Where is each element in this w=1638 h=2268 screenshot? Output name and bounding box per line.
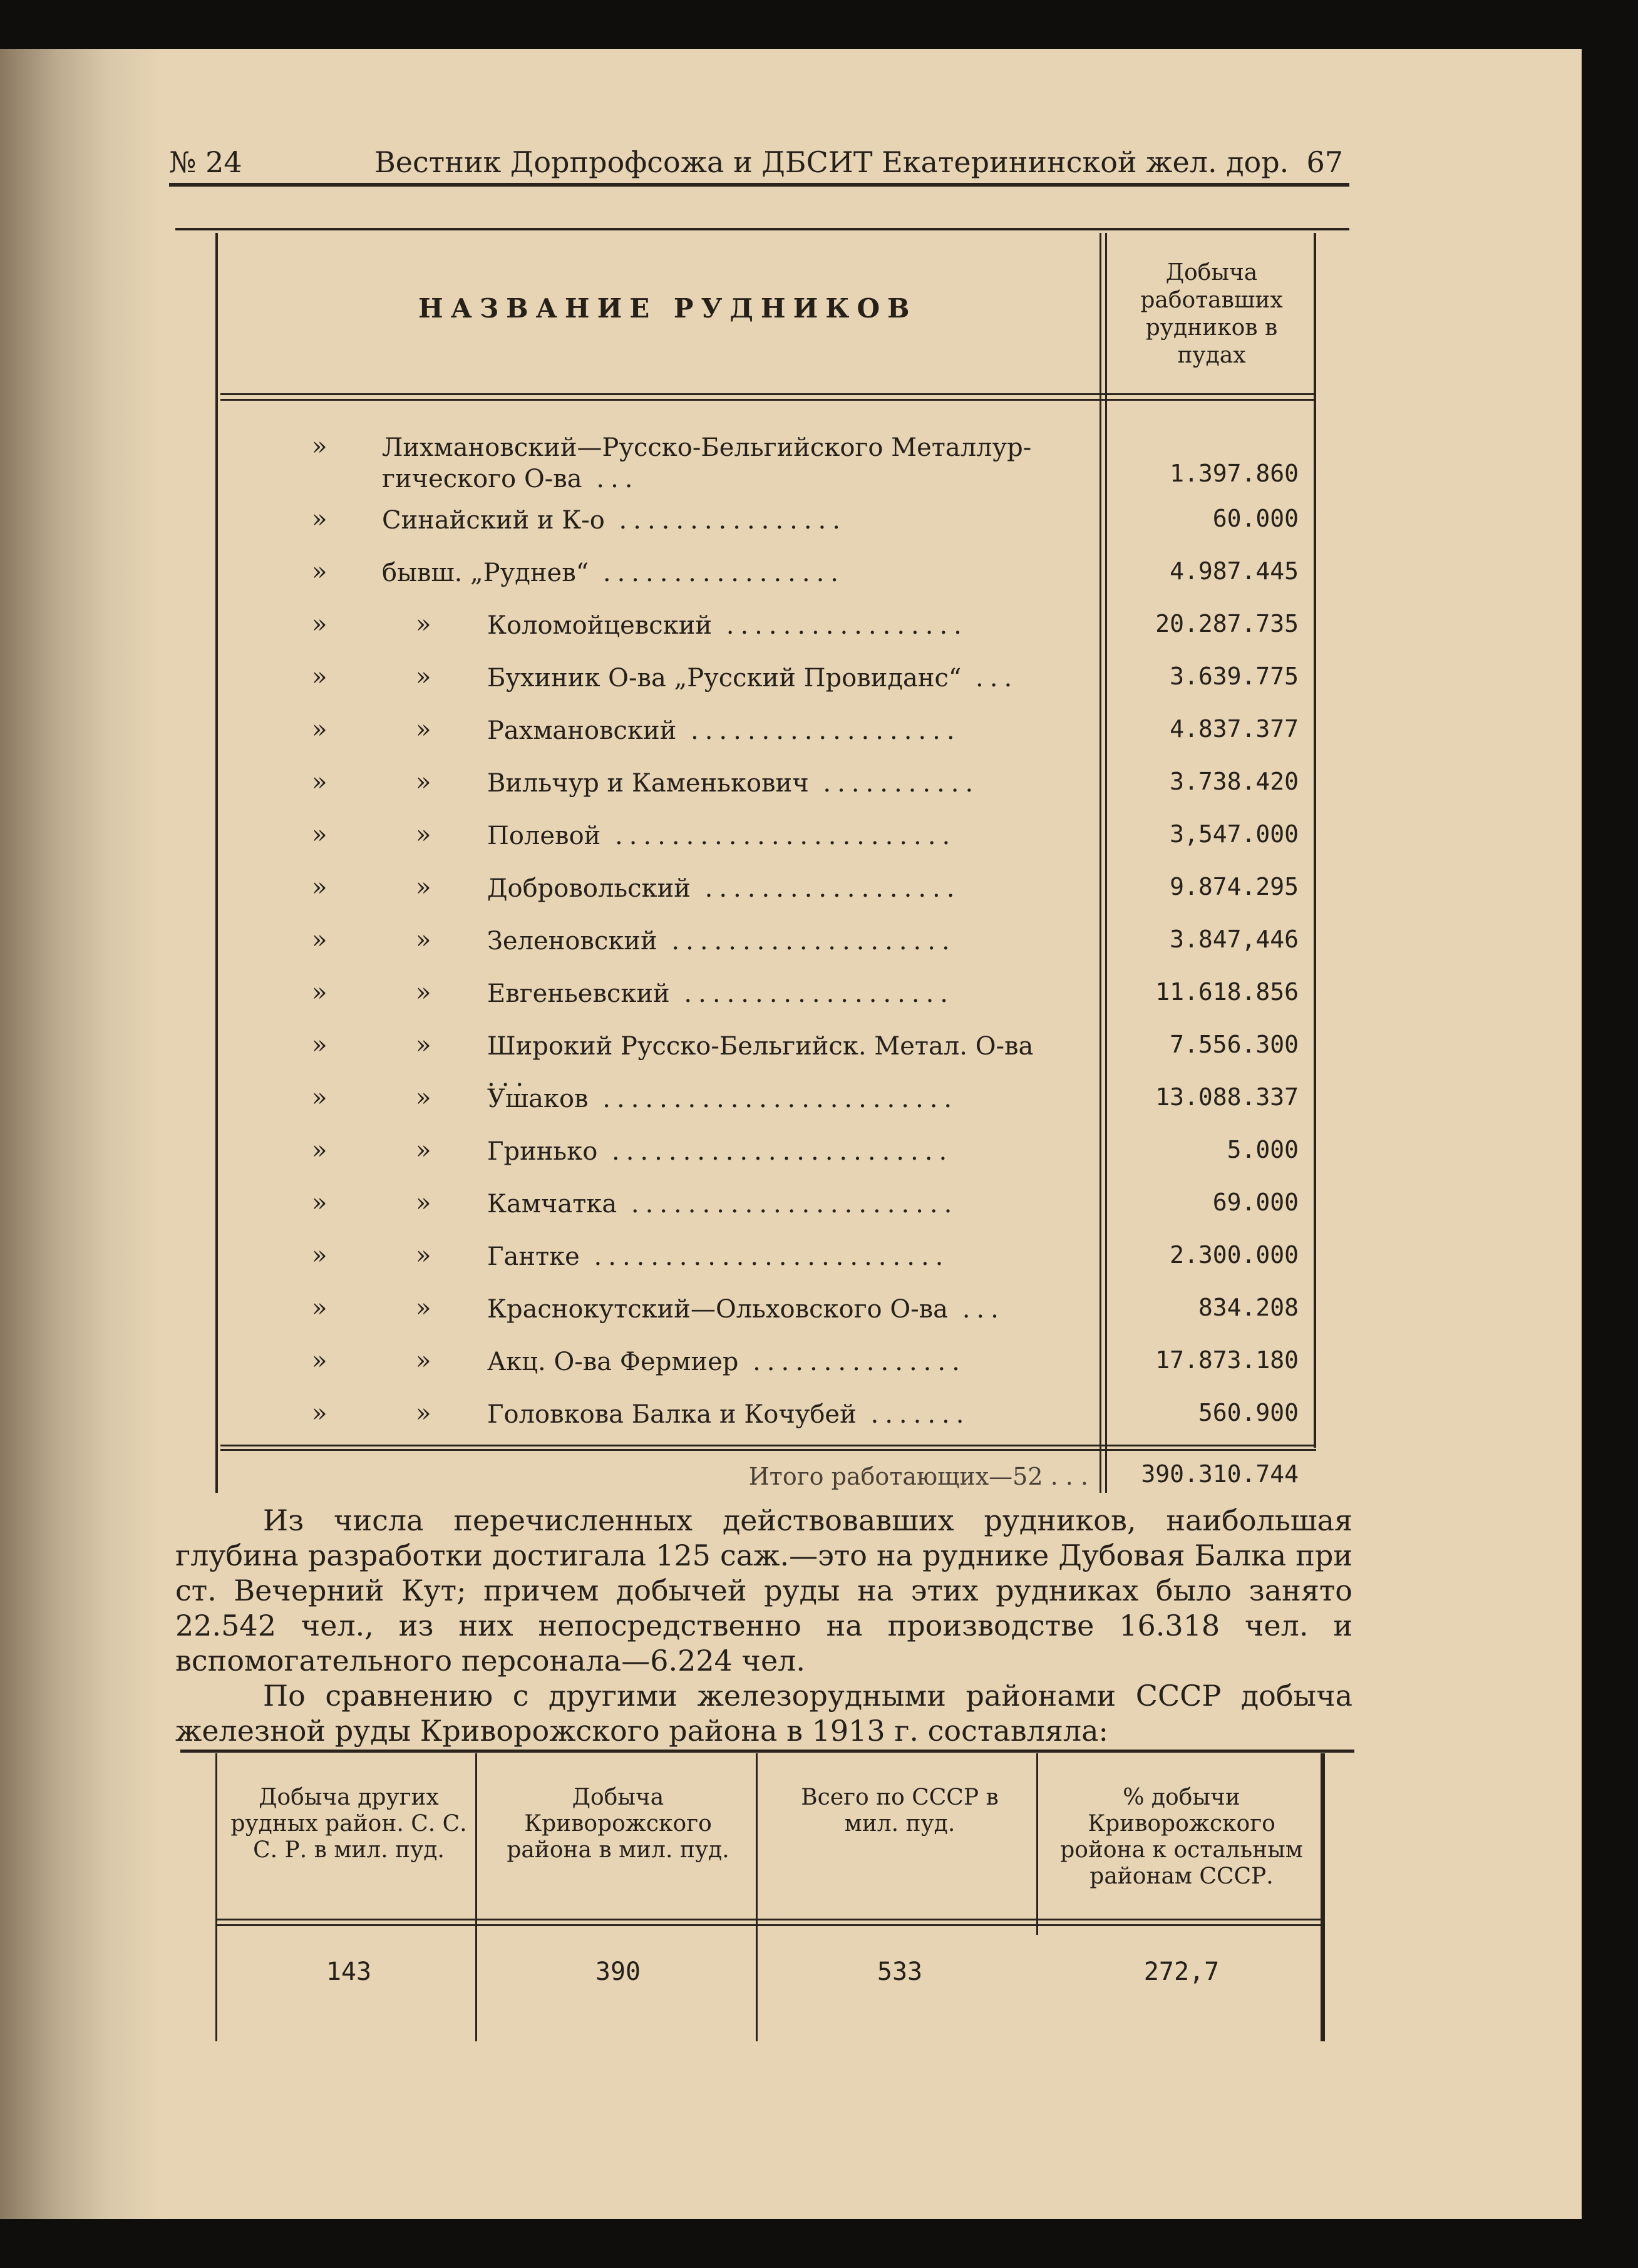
ditto-mark: » bbox=[416, 1399, 431, 1428]
paragraph-comparison: По сравнению с другими железорудными районами СССР добыча железной руды Криворожского района в 1913 г. составляла: bbox=[175, 1679, 1352, 1748]
mine-name-text: Бухиник О-ва „Русский Провиданс“ bbox=[487, 664, 962, 693]
comparison-top-rule bbox=[180, 1750, 1354, 1753]
mines-table bbox=[215, 233, 1316, 1493]
ditto-mark: » bbox=[312, 1294, 327, 1322]
value-total-ussr: 533 bbox=[877, 1957, 923, 1986]
header-percent: % добычи Криворожского ройона к остальным районам СССР. bbox=[1060, 1785, 1303, 1889]
ditto-mark: » bbox=[312, 978, 327, 1007]
mine-name bbox=[487, 610, 1087, 641]
mine-name-text: Вильчур и Каменькович bbox=[487, 769, 809, 798]
mine-name bbox=[487, 1188, 1087, 1220]
leader-dots: ... bbox=[961, 664, 1019, 693]
mine-output: 2.300.000 bbox=[1170, 1241, 1299, 1269]
mine-name bbox=[487, 1083, 1087, 1115]
leader-dots: ................... bbox=[669, 979, 954, 1008]
mine-row bbox=[218, 978, 1314, 1031]
total-label: Итого работающих—52 . . . bbox=[748, 1463, 1088, 1490]
mine-name-text: Синайский и К-о bbox=[382, 506, 605, 535]
mine-row bbox=[218, 1294, 1314, 1346]
mine-output: 7.556.300 bbox=[1170, 1031, 1299, 1058]
leader-dots: ......................... bbox=[579, 1242, 950, 1271]
value-percent: 272,7 bbox=[1143, 1957, 1220, 1986]
ditto-mark: » bbox=[416, 873, 431, 902]
mine-name bbox=[487, 662, 1087, 694]
column-divider bbox=[756, 1753, 758, 2041]
ditto-mark: » bbox=[312, 873, 327, 902]
ditto-mark: » bbox=[312, 925, 327, 954]
leader-dots: .................. bbox=[690, 874, 961, 903]
ditto-mark: » bbox=[312, 768, 327, 796]
header-krivoy-rog: Добыча Криворожского района в мил. пуд. bbox=[507, 1785, 729, 1863]
ditto-mark: » bbox=[312, 1083, 327, 1112]
mine-row bbox=[218, 873, 1314, 925]
mine-name-text: Головкова Балка и Кочубей bbox=[487, 1400, 857, 1429]
mine-output: 1.397.860 bbox=[1170, 460, 1299, 487]
mine-row bbox=[218, 610, 1314, 662]
leader-dots: ....................... bbox=[617, 1190, 959, 1219]
comparison-table bbox=[215, 1753, 1325, 2041]
mine-output: 4.837.377 bbox=[1170, 715, 1299, 743]
ditto-mark: » bbox=[416, 1188, 431, 1217]
mine-row bbox=[218, 1346, 1314, 1399]
mine-row bbox=[218, 1188, 1314, 1241]
header-double-rule bbox=[217, 1919, 1321, 1926]
mine-output: 4.987.445 bbox=[1170, 557, 1299, 585]
header-total-ussr: Всего по СССР в мил. пуд. bbox=[801, 1785, 999, 1837]
mine-output: 560.900 bbox=[1198, 1399, 1299, 1426]
ditto-mark: » bbox=[312, 1399, 327, 1428]
mine-name bbox=[487, 1294, 1087, 1325]
mine-name bbox=[487, 768, 1087, 799]
mine-name bbox=[487, 873, 1087, 904]
table-right-border bbox=[1314, 233, 1316, 1448]
mine-name-text: Коломойцевский bbox=[487, 611, 713, 640]
ditto-mark: » bbox=[416, 610, 431, 639]
leader-dots: ......................... bbox=[588, 1085, 959, 1113]
mine-output: 5.000 bbox=[1227, 1136, 1299, 1163]
leader-dots: ... bbox=[487, 1063, 530, 1092]
leader-dots: .................... bbox=[657, 927, 956, 956]
mine-name bbox=[487, 978, 1087, 1009]
ditto-mark: » bbox=[416, 1136, 431, 1165]
column-divider bbox=[475, 1753, 477, 2041]
mine-name bbox=[382, 557, 1087, 589]
mine-name bbox=[487, 1241, 1087, 1272]
leader-dots: ................. bbox=[712, 611, 968, 640]
ditto-mark: » bbox=[312, 715, 327, 744]
header-double-rule bbox=[220, 393, 1316, 401]
ditto-mark: » bbox=[416, 925, 431, 954]
mine-output: 69.000 bbox=[1212, 1188, 1299, 1216]
total-value: 390.310.744 bbox=[1141, 1460, 1299, 1488]
mine-name-text: Широкий Русско-Бельгийск. Метал. О-ва bbox=[487, 1032, 1034, 1061]
mine-output: 834.208 bbox=[1198, 1294, 1299, 1321]
mine-name-text: Зеленовский bbox=[487, 927, 657, 956]
column-divider bbox=[1036, 1753, 1038, 1935]
mine-row bbox=[218, 557, 1314, 610]
ditto-mark: » bbox=[416, 662, 431, 691]
mine-name-text: Ушаков bbox=[487, 1085, 589, 1113]
ditto-mark: » bbox=[416, 715, 431, 744]
mine-name bbox=[487, 1399, 1087, 1430]
mine-row bbox=[218, 715, 1314, 768]
mine-row bbox=[218, 1083, 1314, 1136]
mine-rows bbox=[218, 432, 1314, 1451]
mine-output: 3,547.000 bbox=[1170, 820, 1299, 848]
mine-output: 9.874.295 bbox=[1170, 873, 1299, 900]
mine-output: 11.618.856 bbox=[1155, 978, 1299, 1006]
ditto-mark: » bbox=[312, 1188, 327, 1217]
issue-number: № 24 bbox=[169, 145, 242, 179]
ditto-mark: » bbox=[416, 1031, 431, 1059]
ditto-mark: » bbox=[416, 1294, 431, 1322]
leader-dots: ............... bbox=[738, 1348, 966, 1376]
mine-name-text: Краснокутский—Ольховского О-ва bbox=[487, 1295, 948, 1324]
mine-name-text: бывш. „Руднев“ bbox=[382, 559, 589, 587]
value-krivoy-rog: 390 bbox=[595, 1957, 641, 1986]
leader-dots: ................... bbox=[676, 716, 961, 745]
leader-dots: ........... bbox=[808, 769, 980, 798]
ditto-mark: » bbox=[312, 1346, 327, 1375]
mine-name-text: Полевой bbox=[487, 822, 601, 850]
mine-name-text: Добровольский bbox=[487, 874, 691, 903]
mine-name bbox=[382, 505, 1087, 536]
mine-output: 3.639.775 bbox=[1170, 662, 1299, 690]
total-double-rule bbox=[220, 1445, 1316, 1451]
ditto-mark: » bbox=[416, 1241, 431, 1270]
leader-dots: ................. bbox=[589, 559, 845, 587]
mine-name-text: Акц. О-ва Фермиер bbox=[487, 1348, 739, 1376]
leader-dots: ... bbox=[582, 465, 639, 493]
ditto-mark: » bbox=[312, 505, 327, 533]
column-header-name: НАЗВАНИЕ РУДНИКОВ bbox=[418, 293, 917, 324]
ditto-mark: » bbox=[312, 662, 327, 691]
mine-name bbox=[487, 925, 1087, 957]
ditto-mark: » bbox=[312, 432, 327, 461]
mine-row bbox=[218, 1399, 1314, 1451]
mine-name-text: Гринько bbox=[487, 1137, 598, 1166]
mine-output: 17.873.180 bbox=[1155, 1346, 1299, 1374]
leader-dots: ........................ bbox=[600, 822, 957, 850]
header-rule bbox=[169, 183, 1349, 187]
mine-name bbox=[487, 820, 1087, 852]
leader-dots: ... bbox=[948, 1295, 1005, 1324]
mine-name-text: Рахмановский bbox=[487, 716, 677, 745]
journal-title: Вестник Дорпрофсожа и ДБСИТ Екатерининской жел. дор. bbox=[374, 145, 1289, 179]
mine-row bbox=[218, 925, 1314, 978]
mine-row bbox=[218, 1031, 1314, 1092]
mine-row bbox=[218, 820, 1314, 873]
leader-dots: ................ bbox=[604, 506, 847, 535]
mine-output: 60.000 bbox=[1212, 505, 1299, 532]
mine-name-text: Гантке bbox=[487, 1242, 580, 1271]
leader-dots: ........................ bbox=[597, 1137, 954, 1166]
mine-row bbox=[218, 432, 1314, 505]
mine-name bbox=[382, 432, 1087, 495]
page-number: 67 bbox=[1306, 145, 1343, 179]
header-other-regions: Добыча других рудных район. С. С. С. Р. в мил. пуд. bbox=[230, 1785, 467, 1863]
ditto-mark: » bbox=[312, 610, 327, 639]
ditto-mark: » bbox=[312, 1031, 327, 1059]
mine-name bbox=[487, 1136, 1087, 1167]
leader-dots: ....... bbox=[856, 1400, 971, 1429]
mine-output: 13.088.337 bbox=[1155, 1083, 1299, 1111]
ditto-mark: » bbox=[416, 978, 431, 1007]
ditto-mark: » bbox=[312, 1241, 327, 1270]
ditto-mark: » bbox=[312, 820, 327, 849]
ditto-mark: » bbox=[416, 820, 431, 849]
mine-name bbox=[487, 1346, 1087, 1378]
mine-name-text: Евгеньевский bbox=[487, 979, 670, 1008]
table-top-rule bbox=[175, 228, 1349, 230]
mine-row bbox=[218, 505, 1314, 557]
mine-name-text: Камчатка bbox=[487, 1190, 617, 1219]
ditto-mark: » bbox=[416, 1083, 431, 1112]
mine-output: 20.287.735 bbox=[1155, 610, 1299, 637]
mine-name-text: Лихмановский—Русско-Бельгийского Металлур- гического О-ва bbox=[382, 433, 1032, 493]
paragraph-depth: Из числа перечисленных действовавших рудников, наибольшая глубина разработки достигала 125 саж.—это на руднике Дубовая Балка при ст. Вечерний Кут; причем добычей руды на этих рудниках было занято 22.542 чел., из них непосредственно на производстве 16.318 чел. и вспомогательного персонала—6.224 чел. bbox=[175, 1503, 1352, 1678]
column-header-output: Добыча работавших рудников в пудах bbox=[1140, 260, 1283, 368]
value-other-regions: 143 bbox=[326, 1957, 372, 1986]
ditto-mark: » bbox=[416, 768, 431, 796]
ditto-mark: » bbox=[312, 557, 327, 586]
mine-name bbox=[487, 715, 1087, 746]
mine-row bbox=[218, 768, 1314, 820]
mine-output: 3.738.420 bbox=[1170, 768, 1299, 795]
mine-row bbox=[218, 1241, 1314, 1294]
mine-output: 3.847,446 bbox=[1170, 925, 1299, 953]
mine-row bbox=[218, 1136, 1314, 1188]
ditto-mark: » bbox=[312, 1136, 327, 1165]
ditto-mark: » bbox=[416, 1346, 431, 1375]
mine-row bbox=[218, 662, 1314, 715]
